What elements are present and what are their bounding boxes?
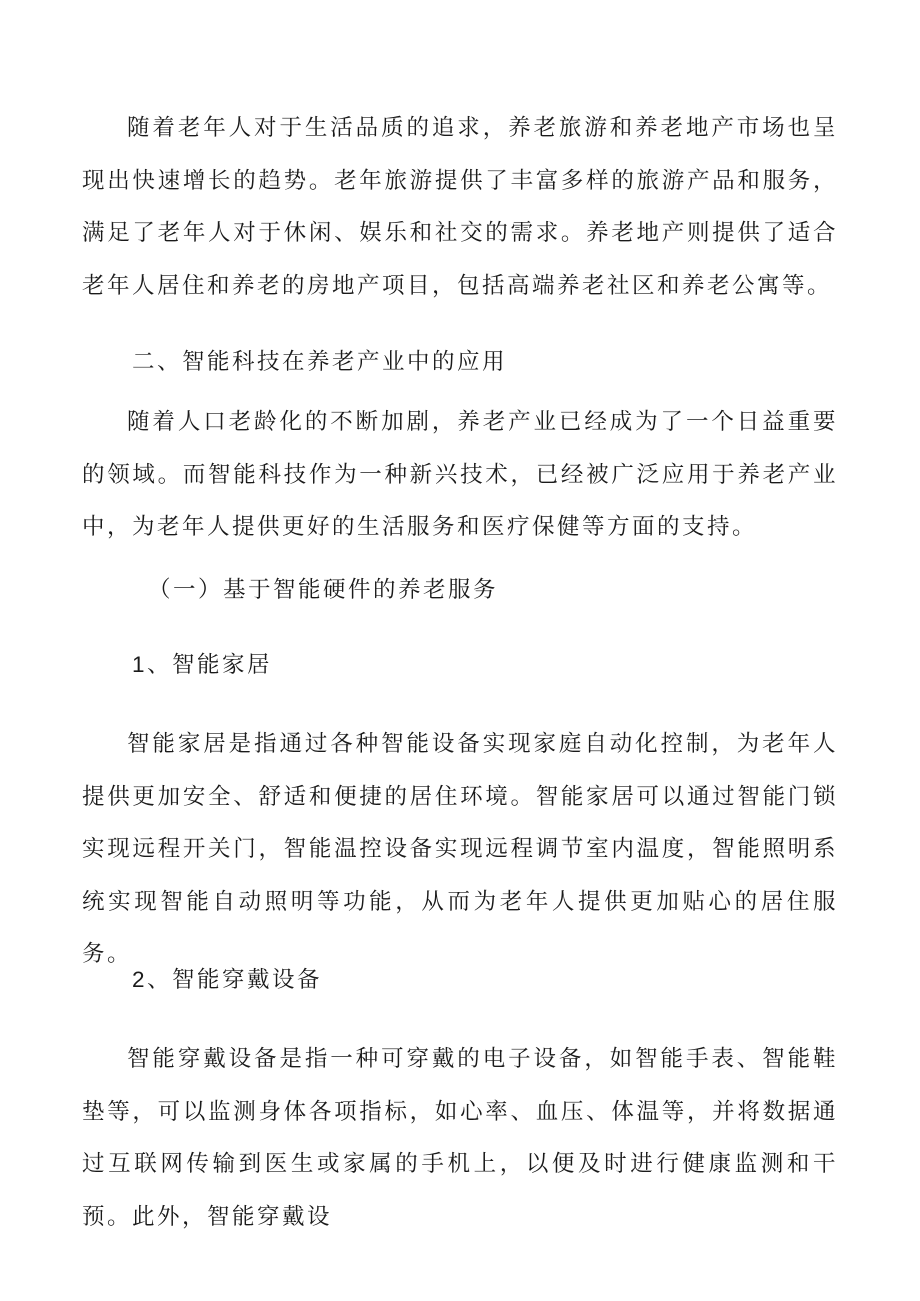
item-number: 1 xyxy=(132,652,148,677)
item-heading-smart-wearables xyxy=(132,960,322,1000)
paragraph-elderly-tourism-real-estate: 随着老年人对于生活品质的追求，养老旅游和养老地产市场也呈现出快速增长的趋势。老年旅游提供了丰富多样的旅游产品和服务，满足了老年人对于休闲、娱乐和社交的需求。养老地产则提供了适合老年人居住和养老的房地产项目，包括高端养老社区和养老公寓等。 xyxy=(82,115,838,299)
item-title: 、智能家居 xyxy=(147,652,273,678)
paragraph-smart-wearables: 智能穿戴设备是指一种可穿戴的电子设备，如智能手表、智能鞋垫等，可以监测身体各项指标，如心率、血压、体温等，并将数据通过互联网传输到医生或家属的手机上，以便及时进行健康监测和干预。此外，智能穿戴设 xyxy=(82,1046,838,1230)
item-number: 2 xyxy=(132,967,148,992)
item-heading-smart-home xyxy=(132,645,272,685)
item-title: 、智能穿戴设备 xyxy=(147,967,323,993)
section-heading-smart-tech: 二、智能科技在养老产业中的应用 xyxy=(132,349,508,375)
paragraph-aging-population: 随着人口老龄化的不断加剧，养老产业已经成为了一个日益重要的领域。而智能科技作为一种新兴技术，已经被广泛应用于养老产业中，为老年人提供更好的生活服务和医疗保健等方面的支持。 xyxy=(82,409,838,540)
subsection-heading-smart-hardware: （一）基于智能硬件的养老服务 xyxy=(148,577,499,603)
paragraph-smart-home: 智能家居是指通过各种智能设备实现家庭自动化控制，为老年人提供更加安全、舒适和便捷的居住环境。智能家居可以通过智能门锁实现远程开关门，智能温控设备实现远程调节室内温度，智能照明系统实现智能自动照明等功能，从而为老年人提供更加贴心的居住服务。 xyxy=(82,731,838,967)
